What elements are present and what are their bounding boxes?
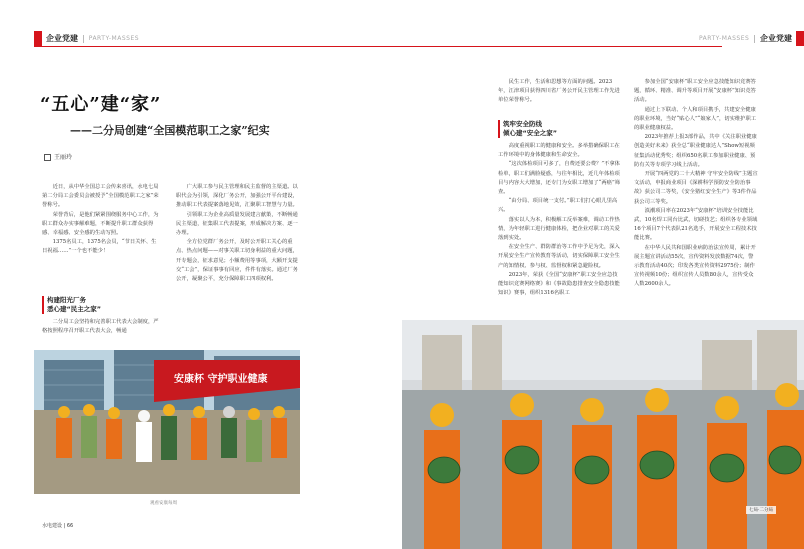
header-right [699,31,804,46]
header-category-en: PARTY-MASSES [698,35,750,42]
header-category-en: PARTY-MASSES [88,35,140,42]
right-page [402,0,804,549]
paragraph: 开展“四两党的二十大精神 守牢安全防线”主题宣文活动，申报商业项目《深耕科学预防安全防治事故》获公司二等奖，《安全猪红安全生产》等3件作品获公司三等奖。 [634,171,758,205]
paragraph: 荣誉背后，是他们紧紧围绕服务中心工作，为职工群众办实事解难题，不断提升职工群众获得感、幸福感、安全感的生动写照。 [42,211,159,237]
body-col-1b [42,318,160,336]
paragraph: 落实以人为本，积极解工反举案难，调动工作热情，为年轻职工进行健康体检，把企业对职工的关爱落到实处。 [498,216,620,242]
paragraph: 通过上下联动、个人和项目携手，共建安全健康的职业环境，当好“贴心人”“娘家人”，切实维护职工的职业健康权益。 [634,106,757,132]
section-head-line: 构建阳光厂务 [47,296,86,304]
body-col-3 [498,142,620,298]
paragraph: 全方位党群厂务公开，及时公开职工关心的重点、热点问题——对事关职工切身利益的重大问题，开专题会，征求意见；小额费用等事项，大额开支提交“工会”，保证事事有回应，件件有落实。通过厂务公开，凝聚公平，充分保障职工四项权利。 [176,239,298,283]
section-head-line: 筑牢安全防线 [503,120,542,128]
body-col-3a [498,78,620,106]
paragraph: 1375名员工，1375名会员，“节日关怀、生日祝福……”一个也不能少！ [42,239,157,255]
section-head-line: 倾心建“安全之家” [503,129,558,137]
article-title: “五心”建“家” [40,94,162,115]
header-accent [34,31,42,46]
author-name: 王丽玲 [54,154,73,161]
paragraph: 广大职工参与民主管理和民主监督的主渠道。以职代会为引领，深化厂务公开，加强公开平台建设，推动职工代表提案落地见效，汇聚职工智慧与力量。 [176,184,298,209]
paragraph: 2023年，荣获《全国“安康杯”职工安全应急技能知识竞赛网络赛》和《事故隐患排查安全隐患技能知识》赛事，组织1316名职工 [498,271,620,297]
paragraph: 在中华人民共和国职业病防治法宣传周，累计开展主题宣讲活动55次，宣传资料发放数据74次，警示教育活动40次；印发各类宣传资料2975份；制作宣传视频10份；组织宣传人员数80余人，宣传受众人数2600余人。 [634,244,756,288]
paragraph: 民生工作，生活和思想等方面的问题。2023年，江津项目获得四川省厂务公开民主管理工作先进单位荣誉称号。 [498,79,620,104]
header-separator: | [82,34,85,43]
page-footer: 水电建设 | 66 [42,523,74,529]
paragraph: 滇潮项目率在2023年“安康杯”培训安全技能比武，10名焊工同台比武，切磋技艺；组织各专业领域16个项目7个代表队21名选手，开展安全工程技术技能比赛。 [634,207,758,242]
paragraph: 高度重视职工的健康和安全。多举措确保职工在工作环境中的身体健康和生命安全。 [498,143,620,159]
body-col-2 [176,183,298,284]
paragraph: 近日，从中华全国总工会传来喜讯，水电七局第二分局工会委员会被授予“全国模范职工之家”荣誉称号。 [42,184,159,209]
site-photo-left [34,350,300,494]
section-head-1 [42,296,101,314]
paragraph: 2023年推荐上报3部作品，共中《关注职业健康 创造美好未来》获全总“职业健康达人”Show短视频征集活动优秀奖；组织650名职工参加职业健康、预防有关等专项学习线上活动。 [634,134,757,168]
site-photo-right [402,320,804,549]
header-category: 企业党建 [46,34,78,43]
banner-text: 安康杯 守护职业健康 [174,374,268,385]
body-col-1 [42,183,160,257]
body-col-4 [634,78,758,290]
paragraph: “这次体检项目可多了，自费还要公费？”不拿体检单，职工们满脸疑惑，与往年相比，近几年体检项目与内容大大增加，还专门为女职工增加了“两癌”筛查。 [498,161,620,196]
workers-photo-graphic [402,320,804,549]
photo-caption-right: 七局·二分局 [746,506,776,514]
photo-caption-left: 观看安康每周 [150,501,177,506]
paragraph: “由分局、项目统一支付。”职工们打心眼儿里高兴。 [498,198,618,214]
header-accent [796,31,804,46]
section-head-line: 悉心建“民主之家” [47,305,102,313]
author-icon [44,154,51,161]
article-subtitle: ——二分局创建“全国模范职工之家”纪实 [70,124,270,137]
header-line-left [34,46,402,47]
header-separator: | [753,34,756,43]
paragraph: 二分局工会坚持和完善职工代表大会制度，严格按照程序召开职工代表大会，畅通 [42,319,159,335]
paragraph: 参加全国“安康杯”职工安全应急技能知识竞赛答题，循环、精准、调升等项目开展“安康杯”知识竞答活动。 [634,79,756,104]
section-head-2 [498,120,557,138]
paragraph: 在安全生产、群防群治等工作中予足为先，深入开展安全生产宣传教育等活动，切实保障职工安全生产的知情权、参与权、监督权和紧急避险权。 [498,244,620,269]
header-left [34,31,139,46]
site-photo-graphic [34,350,300,494]
header-category: 企业党建 [760,34,792,43]
paragraph: 引领职工为企业高质量发展建言献策，不断畅通民主渠道，征集职工代表提案，形成解决方案、逐一办理。 [176,211,298,237]
header-line-right [402,46,722,47]
